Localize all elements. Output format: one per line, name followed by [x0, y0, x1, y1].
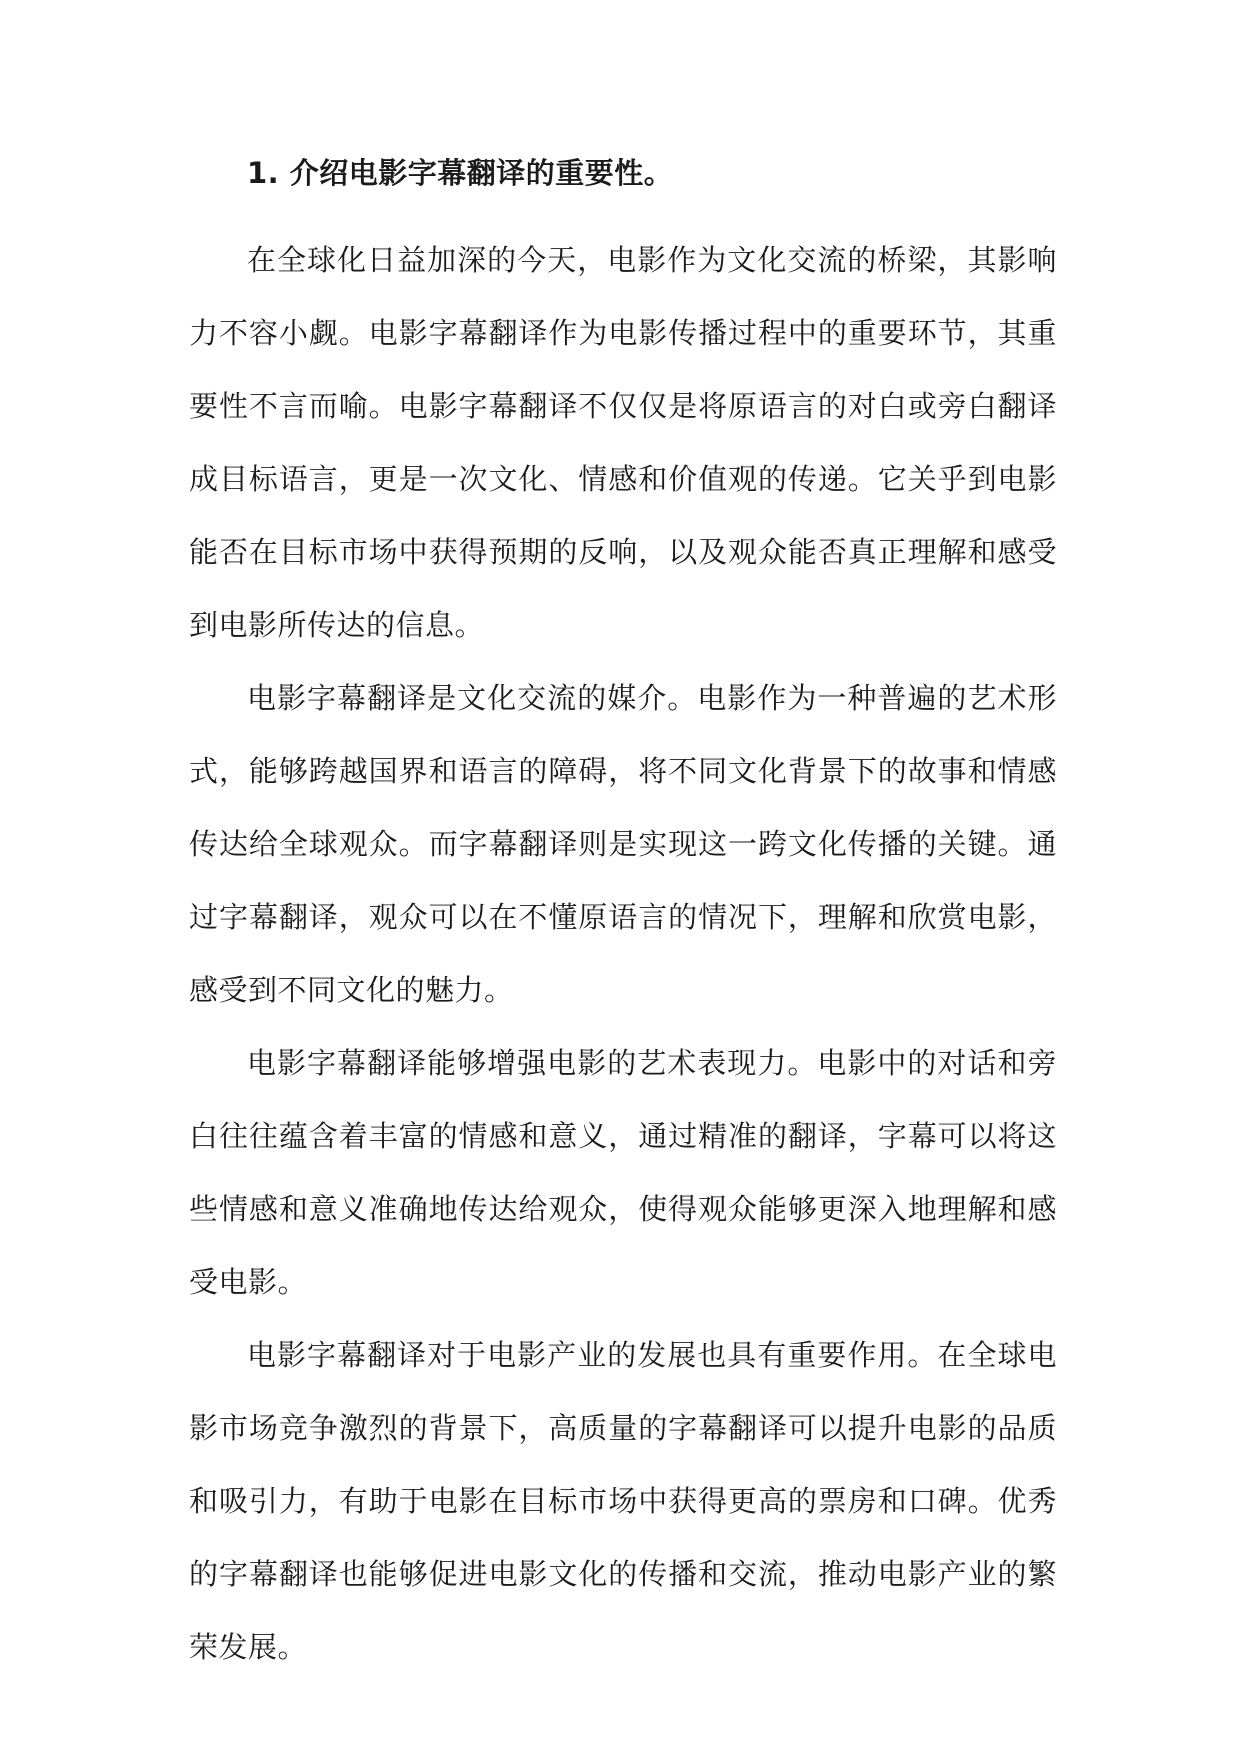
section-heading: 1. 介绍电影字幕翻译的重要性。: [247, 156, 674, 190]
paragraph-importance-intro: 在全球化日益加深的今天，电影作为文化交流的桥梁，其影响力不容小觑。电影字幕翻译作为电影传播过程中的重要环节，其重要性不言而喻。电影字幕翻译不仅仅是将原语言的对白或旁白翻译成目标语言，更是一次文化、情感和价值观的传递。它关乎到电影能否在目标市场中获得预期的反响，以及观众能否真正理解和感受到电影所传达的信息。: [189, 243, 1057, 642]
page-content: [189, 140, 1057, 1684]
paragraph-cultural-exchange: 电影字幕翻译是文化交流的媒介。电影作为一种普遍的艺术形式，能够跨越国界和语言的障碍，将不同文化背景下的故事和情感传达给全球观众。而字幕翻译则是实现这一跨文化传播的关键。通过字幕翻译，观众可以在不懂原语言的情况下，理解和欣赏电影，感受到不同文化的魅力。: [189, 681, 1057, 1007]
paragraph-industry-development: 电影字幕翻译对于电影产业的发展也具有重要作用。在全球电影市场竞争激烈的背景下，高质量的字幕翻译可以提升电影的品质和吸引力，有助于电影在目标市场中获得更高的票房和口碑。优秀的字幕翻译也能够促进电影文化的传播和交流，推动电影产业的繁荣发展。: [189, 1338, 1057, 1664]
paragraph-artistic-expression: 电影字幕翻译能够增强电影的艺术表现力。电影中的对话和旁白往往蕴含着丰富的情感和意义，通过精准的翻译，字幕可以将这些情感和意义准确地传达给观众，使得观众能够更深入地理解和感受电影。: [189, 1046, 1057, 1299]
